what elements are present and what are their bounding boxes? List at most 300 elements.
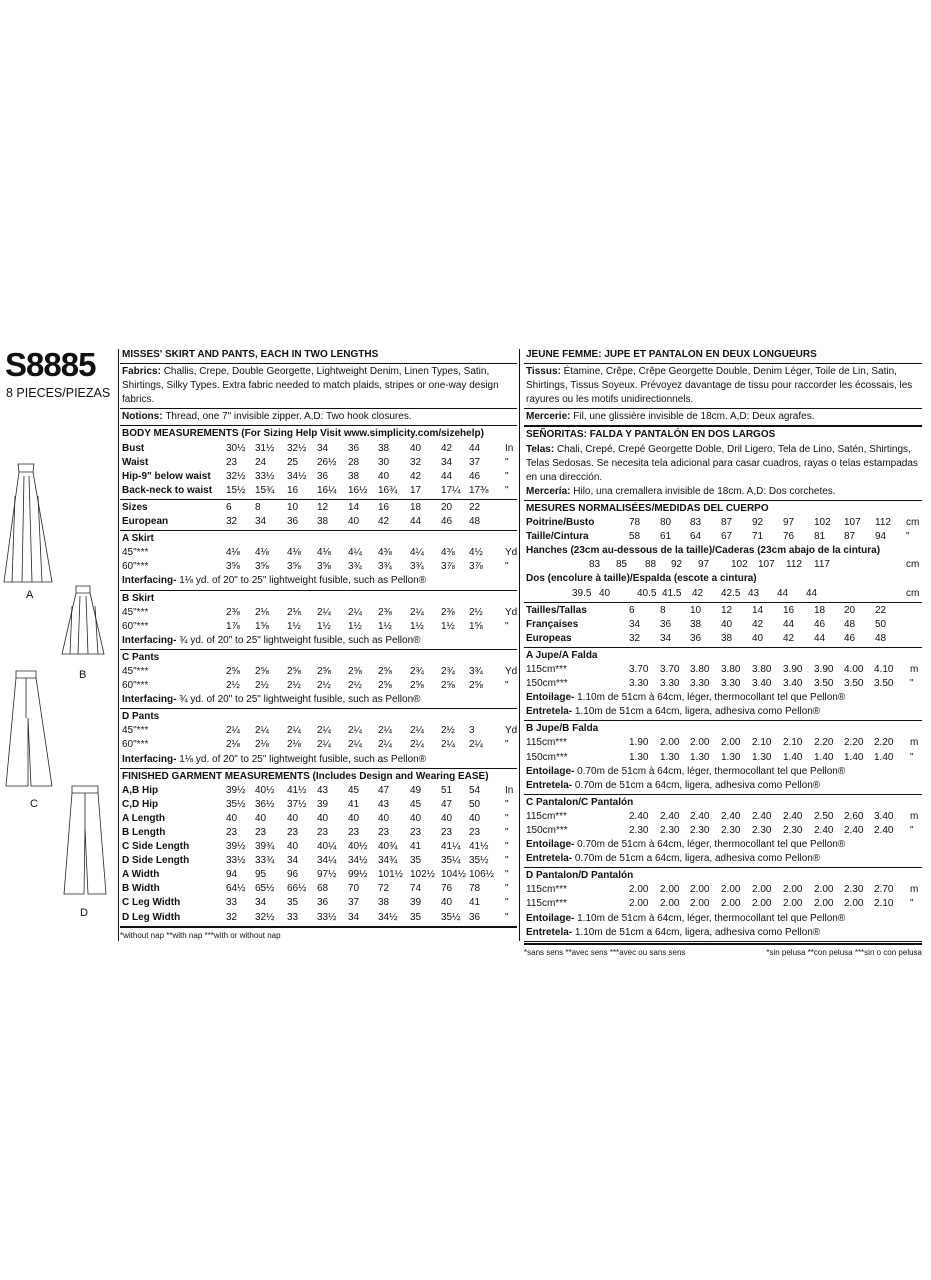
en-finished-row bbox=[120, 784, 517, 798]
en-body-row-cell: 31½ bbox=[255, 442, 275, 454]
en-view-title-text: D Pants bbox=[122, 711, 160, 723]
en-yardage-row-unit: Yd bbox=[505, 547, 518, 559]
fr-yardage-row-label: 150cm*** bbox=[526, 678, 568, 690]
en-finished-row-cell: 37½ bbox=[287, 798, 307, 810]
en-finished-row-cell: 40 bbox=[348, 812, 360, 824]
en-finished-row-cell: 36 bbox=[469, 911, 481, 923]
divider bbox=[524, 602, 922, 603]
en-finished-row-label: D Leg Width bbox=[122, 911, 181, 923]
fr-size-row-cell: 32 bbox=[629, 632, 641, 644]
fr-measure-row-cell: 102 bbox=[814, 517, 831, 529]
en-finished-row-label: A,B Hip bbox=[122, 784, 159, 796]
en-finished-row-cell: 41 bbox=[348, 798, 360, 810]
en-body-row-cell: 36 bbox=[348, 442, 360, 454]
en-finished-row-unit: In bbox=[505, 784, 514, 796]
en-finished-row-cell: 23 bbox=[469, 827, 481, 838]
fr-yardage-row-cell: 3.90 bbox=[783, 663, 803, 675]
en-body-row-cell: 37 bbox=[469, 456, 481, 468]
en-body-header-text: BODY MEASUREMENTS (For Sizing Help Visit www.simplicity.com/sizehelp) bbox=[122, 428, 484, 440]
fr-size-row-cell: 8 bbox=[660, 604, 666, 616]
fr-yardage-row-cell: 3.80 bbox=[690, 663, 710, 675]
en-yardage-row-cell: 4⅛ bbox=[226, 547, 240, 559]
en-finished-row-cell: 23 bbox=[348, 827, 360, 838]
divider bbox=[120, 499, 517, 500]
en-yardage-row-cell: 2¼ bbox=[378, 739, 392, 751]
fr-hanches-row-cell: 83 bbox=[589, 559, 601, 571]
en-yardage-row-label: 60"*** bbox=[122, 620, 149, 632]
en-yardage-row-label: 60"*** bbox=[122, 739, 149, 751]
es-merceria-text: Hilo, una cremallera invisible de 18cm. A,D: Dos corchetes. bbox=[573, 485, 836, 497]
es-title bbox=[524, 428, 922, 442]
en-finished-header bbox=[120, 770, 517, 784]
en-view-title-text: C Pants bbox=[122, 651, 160, 663]
fr-yardage-row-cell: 2.30 bbox=[844, 884, 864, 896]
fr-yardage-row-cell: 2.30 bbox=[783, 825, 803, 836]
fr-view-title bbox=[524, 649, 922, 663]
es-entretela-text: 0.70m de 51cm a 64cm, ligera, adhesiva como Pellon® bbox=[574, 853, 821, 865]
view-label-a: A bbox=[26, 589, 34, 601]
fr-size-row-cell: 22 bbox=[875, 604, 887, 616]
fr-yardage-row-label: 150cm*** bbox=[526, 751, 568, 763]
en-yardage-row-cell: 2⅝ bbox=[255, 665, 269, 677]
fr-yardage-row-cell: 2.00 bbox=[690, 884, 710, 896]
fr-yardage-row-cell: 3.50 bbox=[814, 678, 834, 690]
en-sizes-row-label: Sizes bbox=[122, 501, 148, 513]
divider bbox=[120, 708, 517, 709]
fr-measure-row-cell: 80 bbox=[660, 517, 672, 529]
en-finished-row-cell: 76 bbox=[441, 883, 453, 895]
fr-entoilage-label: Entoilage- bbox=[526, 765, 578, 777]
fr-dos-row-cell: 42.5 bbox=[721, 587, 741, 599]
view-label-b: B bbox=[79, 669, 87, 681]
es-entretela-text: 1.10m de 51cm a 64cm, ligera, adhesiva como Pellon® bbox=[574, 706, 821, 718]
en-finished-row-cell: 33¾ bbox=[255, 855, 275, 867]
fr-mercerie-text: Fil, une glissière invisible de 18cm. A,D: Deux agrafes. bbox=[573, 411, 815, 423]
en-body-row-cell: 17¼ bbox=[441, 484, 461, 496]
en-body-row bbox=[120, 442, 517, 456]
en-european-row-cell: 48 bbox=[469, 516, 481, 528]
fr-yardage-row-cell: 2.70 bbox=[874, 884, 894, 896]
en-finished-row-cell: 66½ bbox=[287, 883, 307, 895]
es-entretela bbox=[524, 852, 922, 866]
fr-yardage-row-cell: 2.20 bbox=[844, 737, 864, 749]
en-sizes-row-cell: 10 bbox=[287, 501, 299, 513]
en-finished-row-label: C,D Hip bbox=[122, 798, 159, 810]
view-label-c: C bbox=[30, 798, 38, 810]
en-finished-row-cell: 34 bbox=[255, 897, 267, 909]
en-body-row-cell: 17 bbox=[410, 484, 422, 496]
fr-entoilage bbox=[524, 765, 922, 779]
en-yardage-row-label: 45"*** bbox=[122, 606, 149, 618]
es-merceria-label: Mercería: bbox=[526, 485, 574, 497]
en-finished-row-cell: 34¾ bbox=[378, 855, 398, 867]
en-finished-row-label: C Leg Width bbox=[122, 897, 181, 909]
fr-yardage-row-cell: 2.00 bbox=[629, 884, 649, 896]
en-finished-row-cell: 101½ bbox=[378, 869, 404, 881]
en-yardage-row-cell: 1½ bbox=[348, 620, 362, 632]
fr-size-row-cell: 20 bbox=[844, 604, 856, 616]
en-finished-row-cell: 74 bbox=[410, 883, 422, 895]
fr-measure-row-cell: 76 bbox=[783, 531, 795, 543]
fr-dos-row-cell: 41.5 bbox=[662, 587, 682, 599]
en-finished-row-cell: 40 bbox=[469, 812, 481, 824]
en-view-title-text: B Skirt bbox=[122, 592, 155, 604]
fr-yardage-row-cell: 2.30 bbox=[660, 825, 680, 836]
fr-yardage-row-label: 115cm*** bbox=[526, 884, 567, 896]
fr-size-row-cell: 40 bbox=[721, 618, 733, 630]
fr-size-row-cell: 44 bbox=[814, 632, 826, 644]
fr-size-row-cell: 6 bbox=[629, 604, 635, 616]
fr-measure-row-cell: 71 bbox=[752, 531, 764, 543]
en-finished-row-cell: 40 bbox=[441, 897, 453, 909]
fr-hanches-row bbox=[524, 558, 922, 572]
en-finished-row-cell: 40 bbox=[317, 812, 329, 824]
fr-dos-row-cell: 44 bbox=[806, 587, 818, 599]
fr-entoilage bbox=[524, 912, 922, 926]
en-finished-row-unit: " bbox=[505, 897, 509, 909]
en-yardage-row bbox=[120, 679, 517, 693]
en-interfacing-label: Interfacing- bbox=[122, 694, 180, 706]
en-interfacing bbox=[120, 574, 517, 588]
fr-yardage-row-unit: m bbox=[910, 810, 919, 822]
fr-dos-row-cell: 42 bbox=[692, 587, 704, 599]
en-yardage-row-cell: 2⅛ bbox=[255, 606, 269, 618]
en-interfacing-text: 1⅛ yd. of 20" to 25" lightweight fusible, such as Pellon® bbox=[179, 753, 427, 765]
en-finished-row-cell: 33 bbox=[287, 911, 299, 923]
en-yardage-row-cell: 2½ bbox=[441, 725, 455, 737]
fr-entoilage-text: 0.70m de 51cm à 64cm, léger, thermocollant tel que Pellon® bbox=[577, 765, 846, 777]
en-yardage-row-cell: 4⅜ bbox=[378, 547, 392, 559]
en-finished-row-cell: 41½ bbox=[469, 841, 489, 853]
en-body-row-unit: " bbox=[505, 470, 509, 482]
en-body-row bbox=[120, 456, 517, 470]
en-finished-row-unit: " bbox=[505, 855, 509, 867]
en-finished-row-cell: 70 bbox=[348, 883, 360, 895]
en-finished-row-cell: 34¼ bbox=[317, 855, 337, 867]
pattern-code: S8885 bbox=[5, 346, 96, 383]
en-yardage-row-cell: 2⅜ bbox=[378, 606, 392, 618]
en-finished-row-unit: " bbox=[505, 827, 509, 838]
en-body-row bbox=[120, 484, 517, 498]
en-fabrics-label: Fabrics: bbox=[122, 366, 164, 378]
en-yardage-row-unit: " bbox=[505, 620, 509, 632]
es-entretela-text: 1.10m de 51cm a 64cm, ligera, adhesiva como Pellon® bbox=[574, 926, 821, 938]
fr-yardage-row-cell: 4.10 bbox=[874, 663, 894, 675]
en-interfacing-text: 1⅛ yd. of 20" to 25" lightweight fusible, such as Pellon® bbox=[179, 575, 427, 587]
fr-yardage-row-cell: 2.40 bbox=[721, 810, 741, 822]
en-body-row-cell: 30 bbox=[378, 456, 390, 468]
en-yardage-row-label: 45"*** bbox=[122, 725, 149, 737]
en-body-row-cell: 32½ bbox=[226, 470, 246, 482]
fr-size-row-cell: 42 bbox=[783, 632, 795, 644]
en-body-row-cell: 32½ bbox=[287, 442, 307, 454]
fr-size-row-label: Tailles/Tallas bbox=[526, 604, 587, 616]
fr-measure-row-cell: 87 bbox=[844, 531, 856, 543]
divider bbox=[120, 768, 517, 769]
en-finished-row-cell: 34½ bbox=[378, 911, 398, 923]
en-finished-row-cell: 23 bbox=[255, 827, 267, 838]
fr-measure-row-cell: 107 bbox=[844, 517, 861, 529]
en-finished-row bbox=[120, 868, 517, 882]
es-telas-text: Chali, Crepé, Crepé Georgette Doble, Dril Ligero, Tela de Lino, Satén, Shirtings, Telas Sedosas. Se necesita tela adicional para casar cuadros, rayas o telas estampadas en una dirección. bbox=[526, 443, 918, 483]
fr-yardage-row-cell: 2.00 bbox=[660, 898, 680, 910]
fr-size-row bbox=[524, 604, 922, 618]
fr-view-title-text: C Pantalon/C Pantalón bbox=[526, 796, 634, 808]
en-finished-row-cell: 36 bbox=[317, 897, 329, 909]
fr-measure-row bbox=[524, 530, 922, 544]
fr-yardage-row-cell: 3.50 bbox=[874, 678, 894, 690]
fr-entoilage bbox=[524, 691, 922, 705]
en-yardage-row-cell: 2⅛ bbox=[287, 739, 301, 751]
fr-yardage-row-cell: 2.30 bbox=[629, 825, 649, 836]
fr-yardage-row-cell: 3.90 bbox=[814, 663, 834, 675]
french-spanish-column bbox=[524, 348, 922, 960]
en-interfacing-text: ¾ yd. of 20" to 25" lightweight fusible, such as Pellon® bbox=[179, 634, 421, 646]
fr-title bbox=[524, 348, 922, 362]
fr-size-row-cell: 42 bbox=[752, 618, 764, 630]
en-finished-row-cell: 102½ bbox=[410, 869, 436, 881]
en-yardage-row-cell: 2⅝ bbox=[469, 680, 483, 692]
fr-yardage-row-cell: 2.00 bbox=[660, 884, 680, 896]
en-body-row-cell: 17⅜ bbox=[469, 484, 489, 496]
en-european-row-cell: 32 bbox=[226, 516, 238, 528]
en-finished-row-cell: 99½ bbox=[348, 869, 368, 881]
fr-entoilage-label: Entoilage- bbox=[526, 839, 578, 851]
fr-size-row-cell: 36 bbox=[690, 632, 702, 644]
fr-yardage-row-cell: 2.00 bbox=[721, 884, 741, 896]
en-european-row-cell: 44 bbox=[410, 516, 422, 528]
fr-yardage-row-cell: 2.40 bbox=[814, 825, 834, 836]
en-finished-row bbox=[120, 812, 517, 826]
view-label-d: D bbox=[80, 907, 88, 919]
en-finished-row-cell: 97½ bbox=[317, 869, 337, 881]
en-yardage-row-cell: 1⅞ bbox=[226, 620, 240, 632]
en-yardage-row-cell: 2½ bbox=[226, 680, 240, 692]
en-yardage-row-cell: 4¼ bbox=[410, 547, 424, 559]
en-finished-row-cell: 94 bbox=[226, 869, 238, 881]
fr-yardage-row-cell: 2.00 bbox=[721, 898, 741, 910]
fr-yardage-row-label: 115cm*** bbox=[526, 810, 567, 822]
en-body-row-cell: 42 bbox=[410, 470, 422, 482]
en-finished-row bbox=[120, 798, 517, 812]
en-finished-row-cell: 45 bbox=[410, 798, 422, 810]
en-finished-row-cell: 95 bbox=[255, 869, 267, 881]
en-finished-row-cell: 40 bbox=[255, 812, 267, 824]
en-yardage-row-cell: 2¼ bbox=[287, 725, 301, 737]
fr-dos-row-cell: 44 bbox=[777, 587, 789, 599]
en-yardage-row-cell: 2½ bbox=[317, 680, 331, 692]
fr-view-title bbox=[524, 869, 922, 883]
es-entretela-label: Entretela- bbox=[526, 779, 575, 791]
fr-yardage-row-cell: 2.40 bbox=[844, 825, 864, 836]
fr-measure-row-cell: 81 bbox=[814, 531, 826, 543]
fr-measure-row-cell: 92 bbox=[752, 517, 764, 529]
en-body-row-label: Waist bbox=[122, 456, 149, 468]
en-yardage-row-cell: 2¼ bbox=[317, 739, 331, 751]
en-finished-row-cell: 106½ bbox=[469, 869, 495, 881]
en-body-row-label: Back-neck to waist bbox=[122, 484, 213, 496]
en-yardage-row-cell: 3¾ bbox=[410, 561, 424, 573]
fr-yardage-row bbox=[524, 677, 922, 691]
en-view-title-text: A Skirt bbox=[122, 533, 154, 545]
en-finished-row bbox=[120, 882, 517, 896]
en-finished-row-cell: 35½ bbox=[441, 911, 461, 923]
fr-yardage-row-unit: " bbox=[910, 898, 914, 910]
en-yardage-row-cell: 2¼ bbox=[348, 739, 362, 751]
en-finished-row-cell: 40½ bbox=[348, 841, 368, 853]
en-interfacing bbox=[120, 693, 517, 707]
fr-yardage-row-unit: " bbox=[910, 825, 914, 836]
en-finished-row-cell: 32½ bbox=[255, 911, 275, 923]
en-finished-row bbox=[120, 840, 517, 854]
en-finished-row bbox=[120, 911, 517, 925]
en-body-row-cell: 44 bbox=[469, 442, 481, 454]
en-body-row-cell: 26½ bbox=[317, 456, 337, 468]
en-finished-row-cell: 35½ bbox=[226, 798, 246, 810]
fr-yardage-row-cell: 2.40 bbox=[690, 810, 710, 822]
fr-yardage-row-cell: 2.40 bbox=[874, 825, 894, 836]
fr-measure-row bbox=[524, 516, 922, 530]
en-yardage-row-cell: 2⅛ bbox=[255, 739, 269, 751]
fr-measure-row-cell: 67 bbox=[721, 531, 733, 543]
en-yardage-row-cell: 4⅛ bbox=[255, 547, 269, 559]
en-finished-row-unit: " bbox=[505, 812, 509, 824]
en-yardage-row-cell: 2½ bbox=[469, 606, 483, 618]
en-finished-row-cell: 33½ bbox=[317, 911, 337, 923]
en-finished-row-cell: 54 bbox=[469, 784, 481, 796]
fr-measure-row-cell: 112 bbox=[875, 517, 891, 529]
fr-view-title-text: A Jupe/A Falda bbox=[526, 649, 598, 661]
en-finished-row-cell: 35¼ bbox=[441, 855, 461, 867]
fr-yardage-row-cell: 2.00 bbox=[783, 884, 803, 896]
en-yardage-row-label: 45"*** bbox=[122, 665, 149, 677]
fr-size-row-cell: 44 bbox=[783, 618, 795, 630]
fr-size-row-cell: 38 bbox=[721, 632, 733, 644]
en-body-row-cell: 15½ bbox=[226, 484, 246, 496]
en-yardage-row-cell: 1⅝ bbox=[469, 620, 483, 632]
en-yardage-row-cell: 2½ bbox=[287, 680, 301, 692]
en-finished-row-unit: " bbox=[505, 911, 509, 923]
divider bbox=[524, 941, 922, 942]
en-yardage-row-cell: 4⅜ bbox=[441, 547, 455, 559]
en-yardage-row-label: 60"*** bbox=[122, 680, 149, 692]
en-sizes-row bbox=[120, 501, 517, 515]
en-yardage-row-cell: 2¼ bbox=[441, 739, 455, 751]
en-body-row-cell: 44 bbox=[441, 470, 453, 482]
fr-yardage-row bbox=[524, 663, 922, 677]
en-yardage-row bbox=[120, 665, 517, 679]
fr-size-row-cell: 12 bbox=[721, 604, 733, 616]
en-yardage-row-cell: 2⅝ bbox=[410, 680, 424, 692]
en-finished-row-cell: 40 bbox=[378, 812, 390, 824]
fr-measure-row-label: Taille/Cintura bbox=[526, 531, 589, 543]
en-finished-row-cell: 78 bbox=[469, 883, 481, 895]
en-sizes-row-cell: 16 bbox=[378, 501, 390, 513]
en-yardage-row-cell: 2¼ bbox=[226, 725, 240, 737]
en-yardage-row-cell: 2⅝ bbox=[378, 680, 392, 692]
fr-yardage-row-cell: 1.40 bbox=[814, 751, 834, 763]
en-european-row-cell: 42 bbox=[378, 516, 390, 528]
fr-measure-row-unit: " bbox=[906, 531, 910, 543]
en-finished-row-cell: 33½ bbox=[226, 855, 246, 867]
en-title-text: MISSES' SKIRT AND PANTS, EACH IN TWO LENGTHS bbox=[122, 349, 379, 360]
english-column bbox=[120, 348, 517, 943]
en-finished-row-cell: 39½ bbox=[226, 841, 246, 853]
en-finished-row-cell: 35 bbox=[410, 911, 422, 923]
en-yardage-row-cell: 2⅛ bbox=[226, 739, 240, 751]
fr-yardage-row-cell: 1.30 bbox=[752, 751, 772, 763]
en-finished-row-cell: 41½ bbox=[287, 784, 307, 796]
en-finished-row-unit: " bbox=[505, 883, 509, 895]
fr-yardage-row-cell: 2.00 bbox=[690, 737, 710, 749]
en-body-row-cell: 23 bbox=[226, 456, 238, 468]
en-view-title bbox=[120, 532, 517, 546]
fr-yardage-row-cell: 3.30 bbox=[629, 678, 649, 690]
fr-yardage-row-label: 115cm*** bbox=[526, 898, 567, 910]
fr-measure-row-label: Poitrine/Busto bbox=[526, 517, 595, 529]
fr-yardage-row-unit: m bbox=[910, 884, 919, 896]
divider bbox=[524, 500, 922, 501]
divider bbox=[524, 363, 922, 364]
fr-yardage-row-cell: 2.20 bbox=[814, 737, 834, 749]
en-yardage-row-cell: 2½ bbox=[348, 680, 362, 692]
en-finished-row-cell: 72 bbox=[378, 883, 390, 895]
en-body-row-cell: 30½ bbox=[226, 442, 246, 454]
fr-dos-label bbox=[524, 572, 922, 586]
fr-yardage-row-cell: 2.60 bbox=[844, 810, 864, 822]
en-yardage-row-cell: 1½ bbox=[378, 620, 392, 632]
en-body-row-cell: 16½ bbox=[348, 484, 368, 496]
en-finished-row-cell: 32 bbox=[226, 911, 238, 923]
en-body-row-cell: 33½ bbox=[255, 470, 275, 482]
en-finished-row-cell: 37 bbox=[348, 897, 360, 909]
en-finished-row-cell: 23 bbox=[226, 827, 238, 838]
en-finished-row-cell: 39 bbox=[317, 798, 329, 810]
fr-size-row bbox=[524, 618, 922, 632]
fr-yardage-row-cell: 2.30 bbox=[690, 825, 710, 836]
fr-size-row-cell: 40 bbox=[752, 632, 764, 644]
en-yardage-row-cell: 2⅝ bbox=[441, 680, 455, 692]
en-body-row-cell: 16¾ bbox=[378, 484, 398, 496]
en-finished-row-cell: 39¾ bbox=[255, 841, 275, 853]
right-column-rule bbox=[519, 349, 520, 941]
fr-tissus bbox=[524, 365, 922, 407]
fr-yardage-row-cell: 2.00 bbox=[629, 898, 649, 910]
fr-dos-row-cell: 39.5 bbox=[572, 587, 592, 599]
fr-mercerie-label: Mercerie: bbox=[526, 411, 574, 423]
en-finished-row-cell: 50 bbox=[469, 798, 481, 810]
en-view-title bbox=[120, 651, 517, 665]
en-european-row-cell: 46 bbox=[441, 516, 453, 528]
fr-yardage-row-cell: 2.10 bbox=[783, 737, 803, 749]
fr-yardage-row-cell: 2.40 bbox=[752, 810, 772, 822]
fr-hanches-row-cell: 88 bbox=[645, 559, 657, 571]
fr-yardage-row-cell: 2.30 bbox=[721, 825, 741, 836]
en-finished-row-cell: 68 bbox=[317, 883, 329, 895]
es-merceria bbox=[524, 485, 922, 499]
fr-entoilage-label: Entoilage- bbox=[526, 692, 578, 704]
fr-hanches-row-cell: 85 bbox=[616, 559, 628, 571]
en-yardage-row-cell: 3⅝ bbox=[255, 561, 269, 573]
en-body-header bbox=[120, 427, 517, 441]
divider bbox=[120, 425, 517, 426]
en-yardage-row bbox=[120, 724, 517, 738]
en-yardage-row-cell: 2⅝ bbox=[226, 665, 240, 677]
en-notions-label: Notions: bbox=[122, 411, 166, 423]
left-column-rule bbox=[118, 349, 119, 941]
en-yardage-row-unit: Yd bbox=[505, 606, 518, 618]
fr-measures-header-text: MESURES NORMALISÉES/MEDIDAS DEL CUERPO bbox=[526, 502, 769, 514]
